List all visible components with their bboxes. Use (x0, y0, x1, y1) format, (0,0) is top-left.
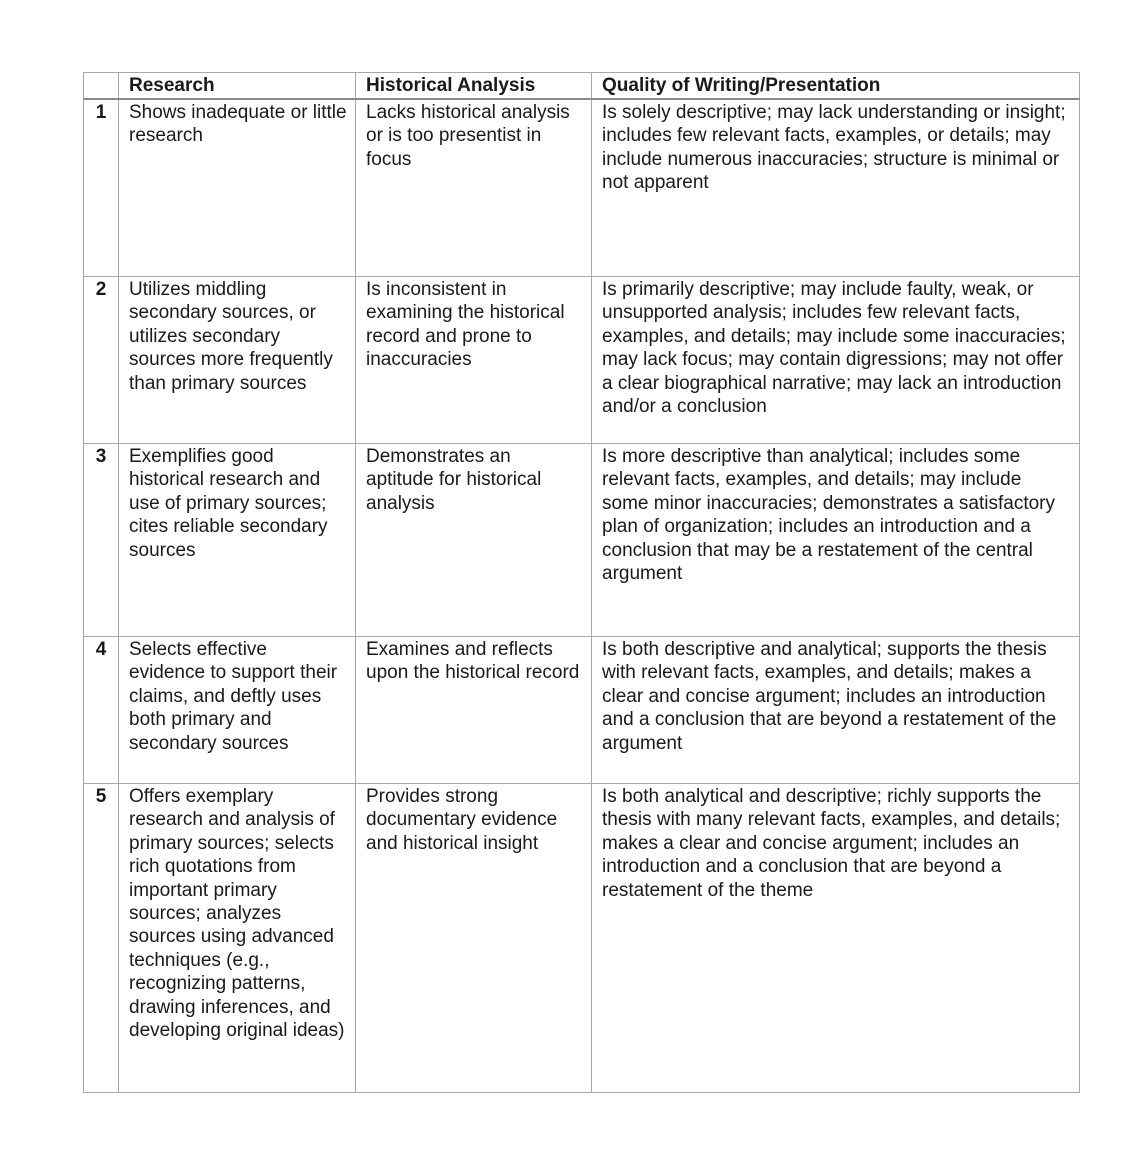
table-row (84, 784, 1080, 1093)
quality-cell: Is more descriptive than analytical; includes some relevant facts, examples, and details; may include some minor inaccuracies; demonstrates a satisfactory plan of organization; includes an introduction and a conclusion that may be a restatement of the central argument (592, 444, 1080, 637)
quality-cell: Is both descriptive and analytical; supports the thesis with relevant facts, examples, and details; makes a clear and concise argument; includes an introduction and a conclusion that are beyond a restatement of the argument (592, 637, 1080, 784)
table-row (84, 99, 1080, 277)
research-cell: Exemplifies good historical research and use of primary sources; cites reliable secondary sources (119, 444, 356, 637)
research-cell: Offers exemplary research and analysis of primary sources; selects rich quotations from important primary sources; analyzes sources using advanced techniques (e.g., recognizing patterns, drawing inferences, and developing original ideas) (119, 784, 356, 1093)
level-cell: 5 (84, 784, 119, 1093)
header-quality: Quality of Writing/Presentation (592, 73, 1080, 100)
header-row (84, 73, 1080, 100)
historical-analysis-cell: Is inconsistent in examining the historical record and prone to inaccuracies (356, 277, 592, 444)
level-cell: 4 (84, 637, 119, 784)
research-cell: Shows inadequate or little research (119, 99, 356, 277)
header-level (84, 73, 119, 100)
rubric-table (83, 72, 1080, 1093)
research-cell: Selects effective evidence to support their claims, and deftly uses both primary and secondary sources (119, 637, 356, 784)
level-cell: 2 (84, 277, 119, 444)
level-cell: 1 (84, 99, 119, 277)
level-cell: 3 (84, 444, 119, 637)
historical-analysis-cell: Demonstrates an aptitude for historical analysis (356, 444, 592, 637)
research-cell: Utilizes middling secondary sources, or utilizes secondary sources more frequently than primary sources (119, 277, 356, 444)
rubric-body (84, 99, 1080, 1093)
header-research: Research (119, 73, 356, 100)
quality-cell: Is both analytical and descriptive; richly supports the thesis with many relevant facts, examples, and details; makes a clear and concise argument; includes an introduction and a conclusion that are beyond a restatement of the theme (592, 784, 1080, 1093)
historical-analysis-cell: Provides strong documentary evidence and historical insight (356, 784, 592, 1093)
historical-analysis-cell: Lacks historical analysis or is too presentist in focus (356, 99, 592, 277)
historical-analysis-cell: Examines and reflects upon the historical record (356, 637, 592, 784)
table-row (84, 444, 1080, 637)
table-row (84, 637, 1080, 784)
header-historical-analysis: Historical Analysis (356, 73, 592, 100)
quality-cell: Is solely descriptive; may lack understanding or insight; includes few relevant facts, examples, or details; may include numerous inaccuracies; structure is minimal or not apparent (592, 99, 1080, 277)
rubric-header (84, 73, 1080, 100)
quality-cell: Is primarily descriptive; may include faulty, weak, or unsupported analysis; includes few relevant facts, examples, and details; may include some inaccuracies; may lack focus; may contain digressions; may not offer a clear biographical narrative; may lack an introduction and/or a conclusion (592, 277, 1080, 444)
table-row (84, 277, 1080, 444)
